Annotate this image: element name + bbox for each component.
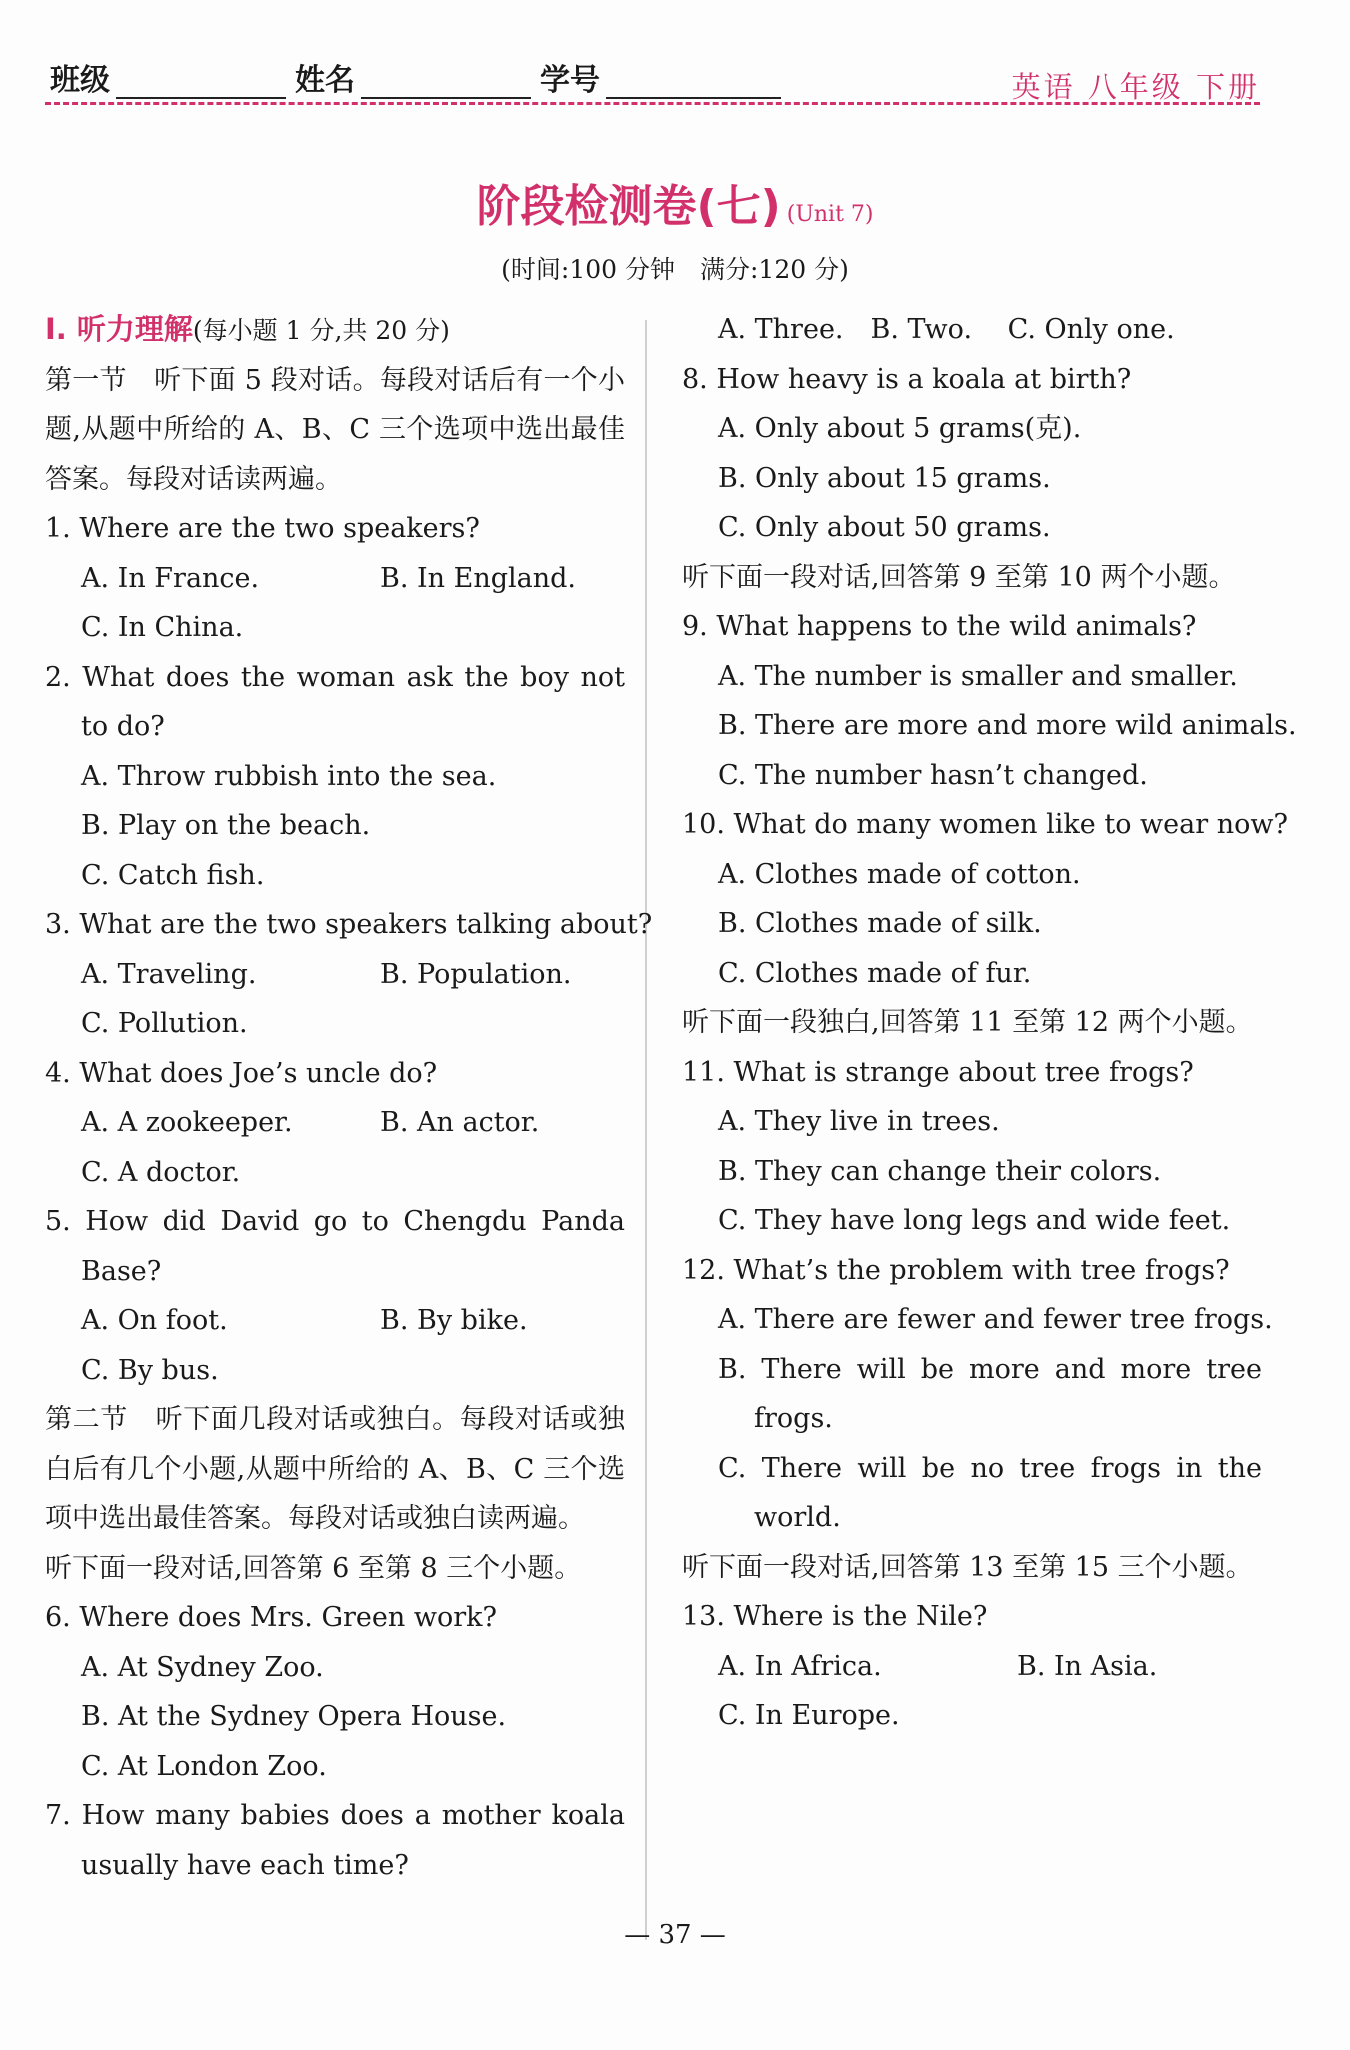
- time-info: (时间:100 分钟 满分:120 分): [501, 255, 849, 284]
- q13-option-c[interactable]: C. In Europe.: [718, 1700, 900, 1731]
- q9-option-a[interactable]: A. The number is smaller and smaller.: [718, 660, 1238, 692]
- name-blank[interactable]: [361, 63, 531, 99]
- q10-option-a[interactable]: A. Clothes made of cotton.: [718, 858, 1081, 890]
- id-field: [540, 55, 781, 99]
- part1-instructions: 第一节 听下面 5 段对话。每段对话后有一个小题,从题中所给的 A、B、C 三个选项中选出最佳答案。每段对话读两遍。: [45, 364, 625, 495]
- q1-option-c[interactable]: C. In China.: [81, 612, 244, 643]
- section-note: (每小题 1 分,共 20 分): [192, 316, 450, 345]
- class-blank[interactable]: [116, 63, 286, 99]
- question-11: 11. What is strange about tree frogs?: [682, 1056, 1194, 1088]
- q9-option-c[interactable]: C. The number hasn’t changed.: [718, 759, 1148, 791]
- q12-option-b[interactable]: B. There will be more and more tree frogs.: [718, 1353, 1262, 1434]
- question-6: 6. Where does Mrs. Green work?: [45, 1602, 497, 1633]
- q11-option-c[interactable]: C. They have long legs and wide feet.: [718, 1205, 1231, 1236]
- dialogue-1-intro: 听下面一段对话,回答第 6 至第 8 三个小题。: [45, 1552, 582, 1584]
- dialogue-3-intro: 听下面一段对话,回答第 13 至第 15 三个小题。: [682, 1551, 1253, 1583]
- q13-options-ab: [682, 1642, 1262, 1692]
- q5-option-c[interactable]: C. By bus.: [81, 1354, 219, 1386]
- question-5: 5. How did David go to Chengdu Panda Base?: [45, 1206, 625, 1287]
- dialogue-2-intro: 听下面一段对话,回答第 9 至第 10 两个小题。: [682, 561, 1236, 593]
- q2-option-c[interactable]: C. Catch fish.: [81, 859, 265, 891]
- q2-option-b[interactable]: B. Play on the beach.: [81, 810, 371, 841]
- question-13: 13. Where is the Nile?: [682, 1601, 988, 1632]
- title-block: [0, 170, 1350, 234]
- q1-option-b[interactable]: B. In England.: [380, 562, 577, 594]
- q4-options-ab: [45, 1098, 625, 1148]
- q3-option-a[interactable]: A. Traveling.: [81, 958, 257, 990]
- q10-option-c[interactable]: C. Clothes made of fur.: [718, 957, 1032, 989]
- left-column: [45, 305, 653, 1890]
- class-label: 班级: [50, 63, 110, 98]
- q6-option-b[interactable]: B. At the Sydney Opera House.: [81, 1701, 507, 1732]
- question-3: 3. What are the two speakers talking about?: [45, 909, 653, 940]
- right-column: [682, 305, 1297, 1741]
- header-divider: [45, 102, 1260, 105]
- question-4: 4. What does Joe’s uncle do?: [45, 1057, 438, 1089]
- q11-option-b[interactable]: B. They can change their colors.: [718, 1155, 1162, 1187]
- q4-option-b[interactable]: B. An actor.: [380, 1107, 540, 1138]
- q6-option-c[interactable]: C. At London Zoo.: [81, 1750, 327, 1782]
- q9-option-b[interactable]: B. There are more and more wild animals.: [718, 710, 1297, 741]
- question-10: 10. What do many women like to wear now?: [682, 809, 1288, 840]
- q8-option-a[interactable]: A. Only about 5 grams(克).: [718, 413, 1082, 444]
- question-9: 9. What happens to the wild animals?: [682, 611, 1197, 642]
- id-label: 学号: [540, 63, 600, 98]
- q3-options-ab: [45, 950, 625, 1000]
- q13-option-b[interactable]: B. In Asia.: [1017, 1650, 1158, 1682]
- q4-option-c[interactable]: C. A doctor.: [81, 1156, 241, 1188]
- q2-option-a[interactable]: A. Throw rubbish into the sea.: [81, 760, 497, 792]
- question-8: 8. How heavy is a koala at birth?: [682, 363, 1132, 395]
- q4-option-a[interactable]: A. A zookeeper.: [81, 1107, 293, 1138]
- section-title: Ⅰ. 听力理解: [45, 312, 193, 346]
- q1-option-a[interactable]: A. In France.: [81, 562, 260, 594]
- monologue-intro: 听下面一段独白,回答第 11 至第 12 两个小题。: [682, 1007, 1253, 1038]
- q11-option-a[interactable]: A. They live in trees.: [718, 1106, 1000, 1137]
- question-12: 12. What’s the problem with tree frogs?: [682, 1254, 1230, 1286]
- page-title: 阶段检测卷(七): [476, 181, 781, 232]
- q6-option-a[interactable]: A. At Sydney Zoo.: [81, 1651, 324, 1683]
- q7-options[interactable]: A. Three. B. Two. C. Only one.: [718, 314, 1175, 345]
- class-field: [50, 55, 286, 99]
- section-heading: [45, 305, 625, 356]
- column-divider: [645, 320, 647, 1940]
- q10-option-b[interactable]: B. Clothes made of silk.: [718, 908, 1042, 939]
- id-blank[interactable]: [606, 63, 781, 99]
- question-7: 7. How many babies does a mother koala usually have each time?: [45, 1800, 625, 1881]
- question-2: 2. What does the woman ask the boy not to do?: [45, 661, 625, 742]
- q12-option-c[interactable]: C. There will be no tree frogs in the world.: [718, 1452, 1262, 1533]
- page-number: — 37 —: [624, 1920, 726, 1950]
- name-field: [295, 55, 531, 99]
- q5-option-b[interactable]: B. By bike.: [380, 1305, 528, 1336]
- q8-option-b[interactable]: B. Only about 15 grams.: [718, 462, 1051, 494]
- part2-instructions: 第二节 听下面几段对话或独白。每段对话或独白后有几个小题,从题中所给的 A、B、C 三个选项中选出最佳答案。每段对话或独白读两遍。: [45, 1404, 625, 1534]
- header: [50, 55, 1260, 105]
- question-1: 1. Where are the two speakers?: [45, 513, 480, 544]
- q5-option-a[interactable]: A. On foot.: [81, 1305, 228, 1336]
- q1-options-ab: [45, 554, 625, 604]
- subject-label: 英语 八年级 下册: [1011, 70, 1260, 104]
- q13-option-a[interactable]: A. In Africa.: [718, 1650, 882, 1682]
- q3-option-b[interactable]: B. Population.: [380, 958, 572, 990]
- title-unit: (Unit 7): [786, 202, 874, 227]
- q12-option-a[interactable]: A. There are fewer and fewer tree frogs.: [718, 1304, 1273, 1335]
- q8-option-c[interactable]: C. Only about 50 grams.: [718, 512, 1051, 543]
- name-label: 姓名: [295, 63, 355, 98]
- q3-option-c[interactable]: C. Pollution.: [81, 1008, 248, 1039]
- q5-options-ab: [45, 1296, 625, 1346]
